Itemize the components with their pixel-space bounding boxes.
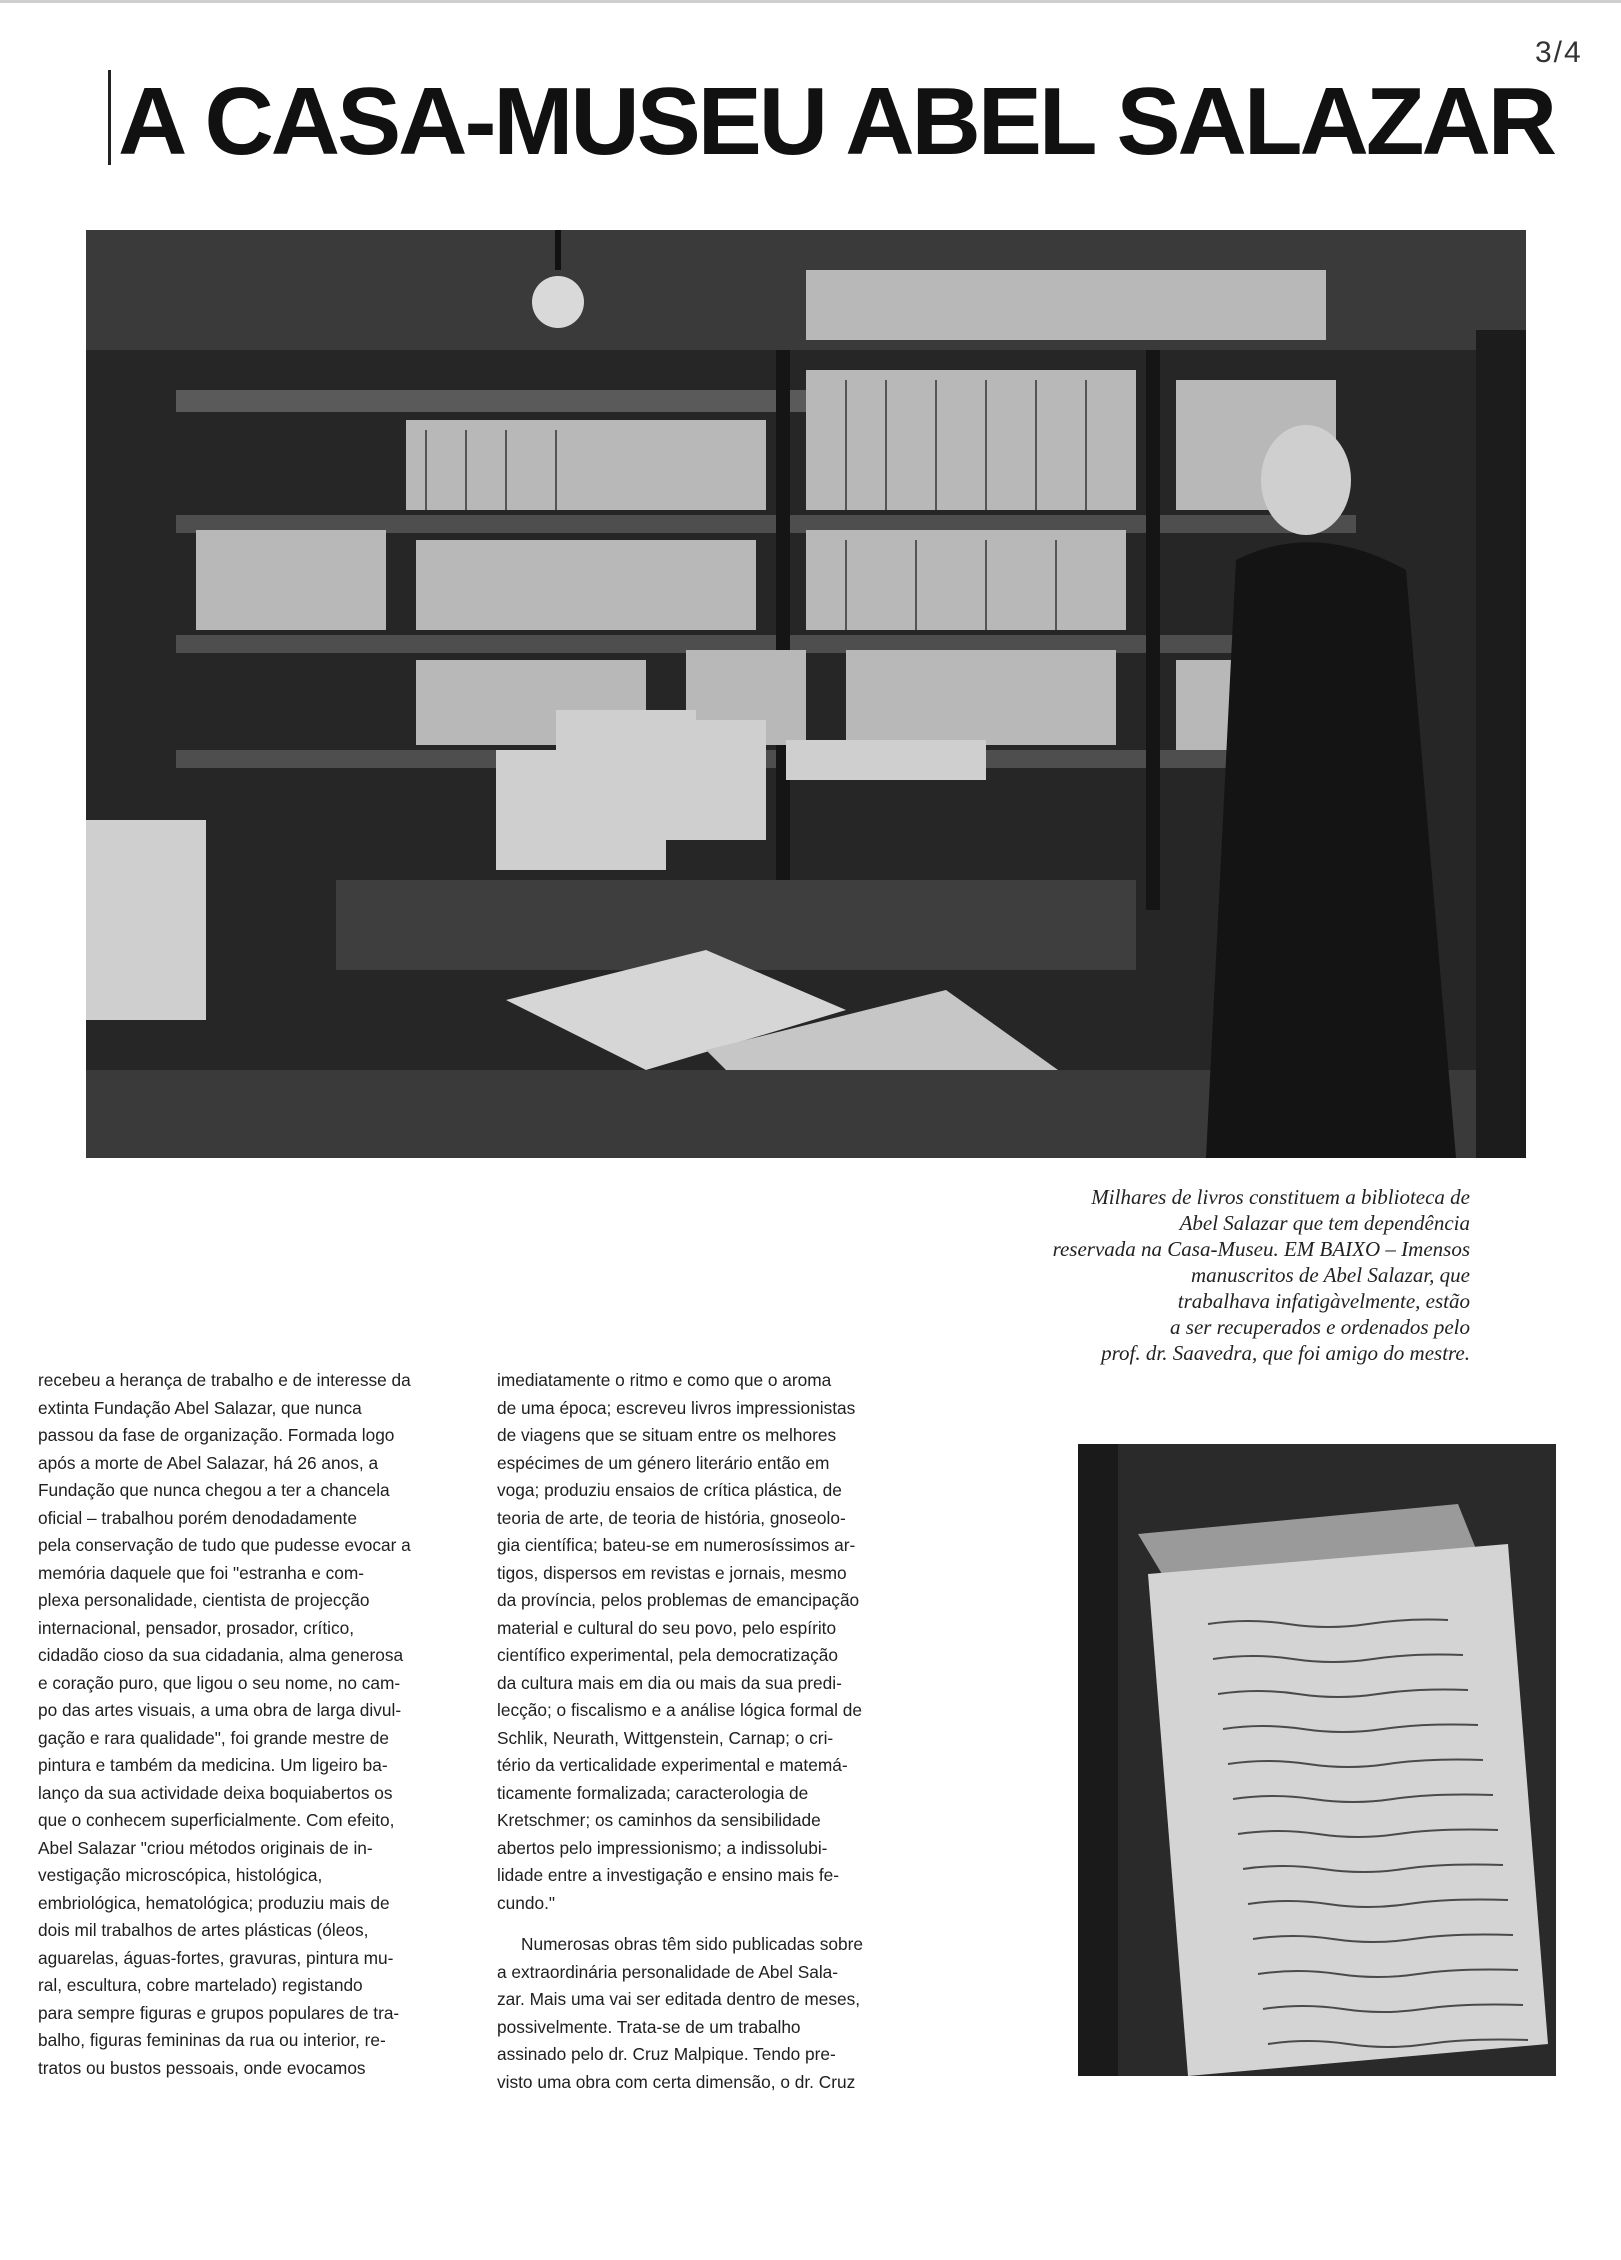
text-line: após a morte de Abel Salazar, há 26 anos, a bbox=[38, 1452, 379, 1473]
text-line: plexa personalidade, cientista de projecção bbox=[38, 1590, 370, 1610]
text-line: material e cultural do seu povo, pelo espírito bbox=[497, 1617, 837, 1638]
text-line: vestigação microscópica, histológica, bbox=[38, 1865, 323, 1885]
text-line: Abel Salazar "criou métodos originais de in- bbox=[38, 1837, 373, 1858]
text-line: oficial – trabalhou porém denodadamente bbox=[38, 1507, 357, 1528]
caption-line: Milhares de livros constituem a biblioteca de bbox=[1091, 1185, 1470, 1209]
text-line: da cultura mais em dia ou mais da sua predi- bbox=[497, 1672, 842, 1693]
headline: A CASA-MUSEU ABEL SALAZAR bbox=[118, 68, 1555, 175]
text-line: dois mil trabalhos de artes plásticas (óleos, bbox=[38, 1920, 369, 1940]
text-line: da província, pelos problemas de emancipação bbox=[497, 1590, 860, 1610]
text-line: ral, escultura, cobre martelado) registando bbox=[38, 1975, 363, 1995]
text-line: passou da fase de organização. Formada logo bbox=[38, 1425, 395, 1445]
text-line: Fundação que nunca chegou a ter a chancela bbox=[38, 1480, 390, 1500]
text-line: abertos pelo impressionismo; a indissolubi- bbox=[497, 1837, 828, 1858]
text-line: tratos ou bustos pessoais, onde evocamos bbox=[38, 2057, 366, 2078]
text-line: possivelmente. Trata-se de um trabalho bbox=[497, 2016, 801, 2037]
text-line: de uma época; escreveu livros impressionistas bbox=[497, 1397, 856, 1418]
text-line: Kretschmer; os caminhos da sensibilidade bbox=[497, 1810, 821, 1830]
text-line: Numerosas obras têm sido publicadas sobre bbox=[521, 1934, 863, 1954]
text-line: aguarelas, águas-fortes, gravuras, pintura mu- bbox=[38, 1947, 394, 1968]
text-line: pela conservação de tudo que pudesse evocar a bbox=[38, 1535, 411, 1555]
caption-line: manuscritos de Abel Salazar, que bbox=[1190, 1263, 1470, 1287]
top-rule bbox=[0, 0, 1621, 3]
manuscript-photo bbox=[1078, 1444, 1556, 2076]
text-line: e coração puro, que ligou o seu nome, no cam- bbox=[38, 1672, 401, 1693]
caption-line: reservada na Casa-Museu. EM BAIXO – Imensos bbox=[1052, 1237, 1470, 1261]
text-line: po das artes visuais, a uma obra de larga divul- bbox=[38, 1700, 402, 1720]
headline-rule bbox=[108, 70, 111, 165]
text-line: cidadão cioso da sua cidadania, alma generosa bbox=[38, 1645, 404, 1665]
text-line: memória daquele que foi "estranha e com- bbox=[38, 1562, 365, 1583]
text-line: tério da verticalidade experimental e matemá- bbox=[497, 1755, 848, 1775]
text-line: embriológica, hematológica; produziu mais de bbox=[38, 1892, 390, 1913]
caption-line: Abel Salazar que tem dependência bbox=[1179, 1211, 1470, 1235]
text-line: ticamente formalizada; caracterologia de bbox=[497, 1782, 809, 1803]
caption-line: trabalhava infatigàvelmente, estão bbox=[1177, 1289, 1470, 1313]
photo-caption bbox=[1000, 1184, 1470, 1366]
text-line: internacional, pensador, prosador, crítico, bbox=[38, 1617, 355, 1638]
text-line: para sempre figuras e grupos populares de tra- bbox=[38, 2002, 400, 2023]
page-number: 3/4 bbox=[1535, 36, 1583, 69]
caption-line: a ser recuperados e ordenados pelo bbox=[1170, 1315, 1470, 1339]
text-line: extinta Fundação Abel Salazar, que nunca bbox=[38, 1397, 362, 1418]
text-line: assinado pelo dr. Cruz Malpique. Tendo pre- bbox=[497, 2044, 836, 2064]
text-line: balho, figuras femininas da rua ou interior, re- bbox=[38, 2030, 386, 2050]
text-line: científico experimental, pela democratização bbox=[497, 1645, 839, 1665]
text-line: Schlik, Neurath, Wittgenstein, Carnap; o cri- bbox=[497, 1727, 834, 1748]
text-line: recebeu a herança de trabalho e de interesse da bbox=[38, 1370, 411, 1390]
text-line: gia científica; bateu-se em numerosíssimos ar- bbox=[497, 1535, 856, 1555]
text-line: teoria de arte, de teoria de história, gnoseolo- bbox=[497, 1507, 846, 1528]
article-column-right bbox=[497, 1367, 927, 2096]
paragraph-gap bbox=[497, 1917, 927, 1931]
library-photo bbox=[86, 230, 1526, 1158]
text-line: lidade entre a investigação e ensino mais fe- bbox=[497, 1865, 839, 1885]
text-line: lecção; o fiscalismo e a análise lógica formal de bbox=[497, 1700, 863, 1720]
text-line: imediatamente o ritmo e como que o aroma bbox=[497, 1370, 832, 1390]
text-line: tigos, dispersos em revistas e jornais, mesmo bbox=[497, 1562, 847, 1583]
text-line: pintura e também da medicina. Um ligeiro ba- bbox=[38, 1755, 388, 1775]
text-line: de viagens que se situam entre os melhores bbox=[497, 1425, 837, 1445]
text-line: cundo." bbox=[497, 1892, 556, 1913]
text-line: zar. Mais uma vai ser editada dentro de meses, bbox=[497, 1989, 861, 2009]
text-line: visto uma obra com certa dimensão, o dr. Cruz bbox=[497, 2071, 856, 2092]
text-line: voga; produziu ensaios de crítica plástica, de bbox=[497, 1480, 842, 1500]
text-line: gação e rara qualidade", foi grande mestre de bbox=[38, 1727, 390, 1748]
article-column-left bbox=[38, 1367, 458, 2082]
text-line: a extraordinária personalidade de Abel Sala- bbox=[497, 1961, 839, 1982]
text-line: que o conhecem superficialmente. Com efeito, bbox=[38, 1810, 395, 1830]
text-line: espécimes de um género literário então em bbox=[497, 1452, 830, 1473]
text-line: lanço da sua actividade deixa boquiabertos os bbox=[38, 1782, 393, 1803]
caption-line: prof. dr. Saavedra, que foi amigo do mestre. bbox=[1101, 1341, 1470, 1365]
